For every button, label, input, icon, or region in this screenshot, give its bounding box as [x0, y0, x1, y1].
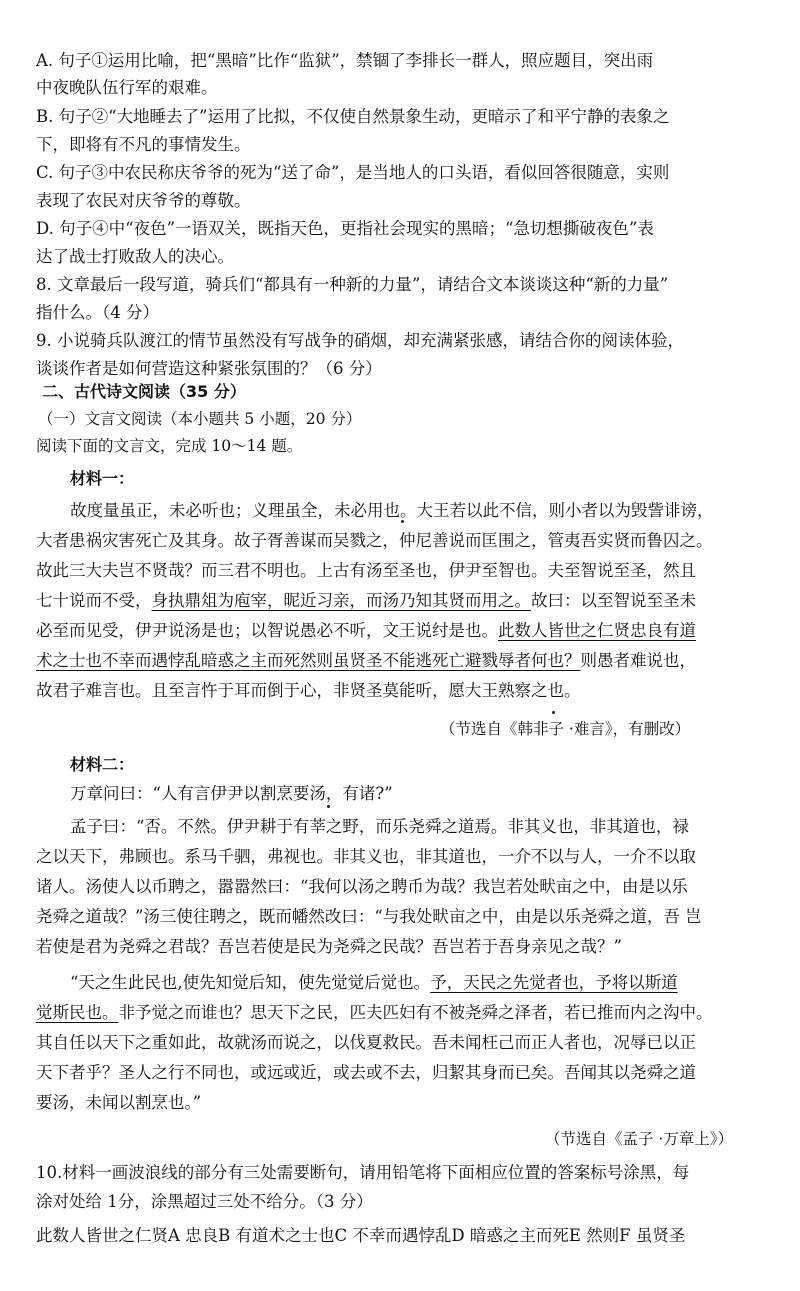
question-8-line1: 8. 文章最后一段写道，骑兵们“都具有一种新的力量”，请结合文本谈谈这种“新的力量”: [36, 275, 669, 294]
material-2-source: （节选自《孟子 ·万章上》）: [545, 1130, 734, 1148]
option-a-line2: 中夜晚队伍行军的艰难。: [36, 78, 218, 97]
underlined-sentence: 觉斯民也。: [36, 1003, 119, 1022]
material-2-label: 材料二：: [70, 755, 135, 774]
question-9-line2: 谈谈作者是如何营造这种紧张氛围的？（6 分）: [36, 359, 382, 378]
question-10-answer-options: 此数人皆世之仁贤A 忠良B 有道术之士也C 不幸而遇悖乱D 暗惑之主而死E 然则F 虽贤圣: [36, 1226, 686, 1245]
option-d-line2: 达了战士打败敌人的决心。: [36, 247, 234, 266]
option-b-line1: B. 句子②“大地睡去了”运用了比拟，不仅使自然景象生动，更暗示了和平宁静的表象之: [36, 107, 670, 126]
section-2-instruction: 阅读下面的文言文，完成 10～14 题。: [36, 437, 303, 455]
material-1-source: （节选自《韩非子 ·难言》，有删改）: [440, 720, 691, 738]
section-2-subtitle: （一）文言文阅读（本小题共 5 小题，20 分）: [38, 410, 362, 428]
section-2-title: 二、古代诗文阅读（35 分）: [42, 382, 246, 401]
material-1-label: 材料一：: [70, 469, 135, 488]
question-9-line1: 9. 小说骑兵队渡江的情节虽然没有写战争的硝烟，却充满紧张感，请结合你的阅读体验，: [36, 331, 684, 350]
option-c-line2: 表现了农民对庆爷爷的尊敬。: [36, 191, 251, 210]
material-1-line6: 术之士也不幸而遇悖乱暗惑之主而死然则虽贤圣不能逃死亡避戮辱者何也？则愚者难说也，: [36, 651, 696, 670]
question-10-line1: 10.材料一画波浪线的部分有三处需要断句，请用铅笔将下面相应位置的答案标号涂黑，每: [36, 1163, 690, 1182]
emphasis-dot: [401, 520, 404, 523]
wavy-underlined-sentence: 术之士也不幸而遇悖乱暗惑之主而死然则虽贤圣不能逃死亡避戮辱者何也？: [36, 651, 581, 670]
material-1-line5: 必至而见受，伊尹说汤是也；以智说愚必不听，文王说纣是也。此数人皆世之仁贤忠良有道: [36, 621, 696, 640]
question-10-line2: 涂对处给 1分，涂黑超过三处不给分。（3 分）: [36, 1192, 373, 1211]
material-1-line2: 大者患祸灾害死亡及其身。故子胥善谋而吴戮之，仲尼善说而匡围之，管夷吾实贤而鲁囚之。: [36, 531, 713, 550]
material-2-line9: 其自任以天下之重如此，故就汤而说之，以伐夏救民。吾未闻枉己而正人者也，况辱已以正: [36, 1033, 696, 1052]
material-2-line5: 尧舜之道哉？”汤三使往聘之，既而幡然改曰：“与我处畎亩之中，由是以乐尧舜之道，吾 岂: [36, 907, 702, 926]
material-2-line2: 孟子曰：“否。不然。伊尹耕于有莘之野，而乐尧舜之道焉。非其义也，非其道也，禄: [70, 817, 689, 836]
option-d-line1: D. 句子④中“夜色”一语双关，既指天色，更指社会现实的黑暗；“急切想撕破夜色”表: [36, 219, 654, 238]
question-8-line2: 指什么。（4 分）: [36, 303, 159, 322]
material-2-line3: 之以天下，弗顾也。系马千驷，弗视也。非其义也，非其道也，一介不以与人，一介不以取: [36, 847, 696, 866]
material-2-line11: 要汤，未闻以割烹也。”: [36, 1093, 202, 1112]
wavy-underlined-sentence: 此数人皆世之仁贤忠良有道: [498, 621, 696, 640]
underlined-sentence: 身执鼎俎为庖宰，昵近习亲，而汤乃知其贤而用之。: [151, 591, 531, 610]
material-2-line6: 若使是君为尧舜之君哉？吾岂若使是民为尧舜之民哉？吾岂若于吾身亲见之哉？”: [36, 937, 622, 956]
option-a-line1: A. 句子①运用比喻，把“黑暗”比作“监狱”，禁锢了李排长一群人，照应题目，突出雨: [36, 51, 654, 70]
material-1-line1: 故度量虽正，未必听也；义理虽全，未必用也。大王若以此不信，则小者以为毁訾诽谤，: [70, 501, 714, 520]
material-1-line3: 故此三大夫岂不贤哉？而三君不明也。上古有汤至圣也，伊尹至智也。夫至智说至圣，然且: [36, 561, 696, 580]
emphasis-dot: [552, 711, 555, 714]
material-2-line4: 诸人。汤使人以币聘之，嚣嚣然曰：“我何以汤之聘币为哉？我岂若处畎亩之中，由是以乐: [36, 877, 688, 896]
material-1-line7: 故君子难言也。且至言忤于耳而倒于心，非贤圣莫能听，愿大王熟察之也。: [36, 681, 581, 700]
material-2-line1: 万章问曰：“人有言伊尹以割烹要汤，有诸?”: [70, 784, 393, 803]
option-b-line2: 下，即将有不凡的事情发生。: [36, 135, 251, 154]
material-2-line10: 天下者乎？圣人之行不同也，或远或近，或去或不去，归絜其身而已矣。吾闻其以尧舜之道: [36, 1063, 696, 1082]
material-2-line8: 觉斯民也。非予觉之而谁也？思天下之民，匹夫匹妇有不被尧舜之泽者，若已推而内之沟中。: [36, 1003, 713, 1022]
underlined-sentence: 予，天民之先觉者也，予将以斯道: [430, 973, 678, 992]
material-2-line7: “天之生此民也,使先知觉后知，使先觉觉后觉也。予，天民之先觉者也，予将以斯道: [70, 973, 678, 992]
emphasis-dot: [327, 805, 330, 808]
material-1-line4: 七十说而不受，身执鼎俎为庖宰，昵近习亲，而汤乃知其贤而用之。故曰：以至智说至圣未: [36, 591, 696, 610]
option-c-line1: C. 句子③中农民称庆爷爷的死为“送了命”，是当地人的口头语，看似回答很随意，实则: [36, 163, 670, 182]
